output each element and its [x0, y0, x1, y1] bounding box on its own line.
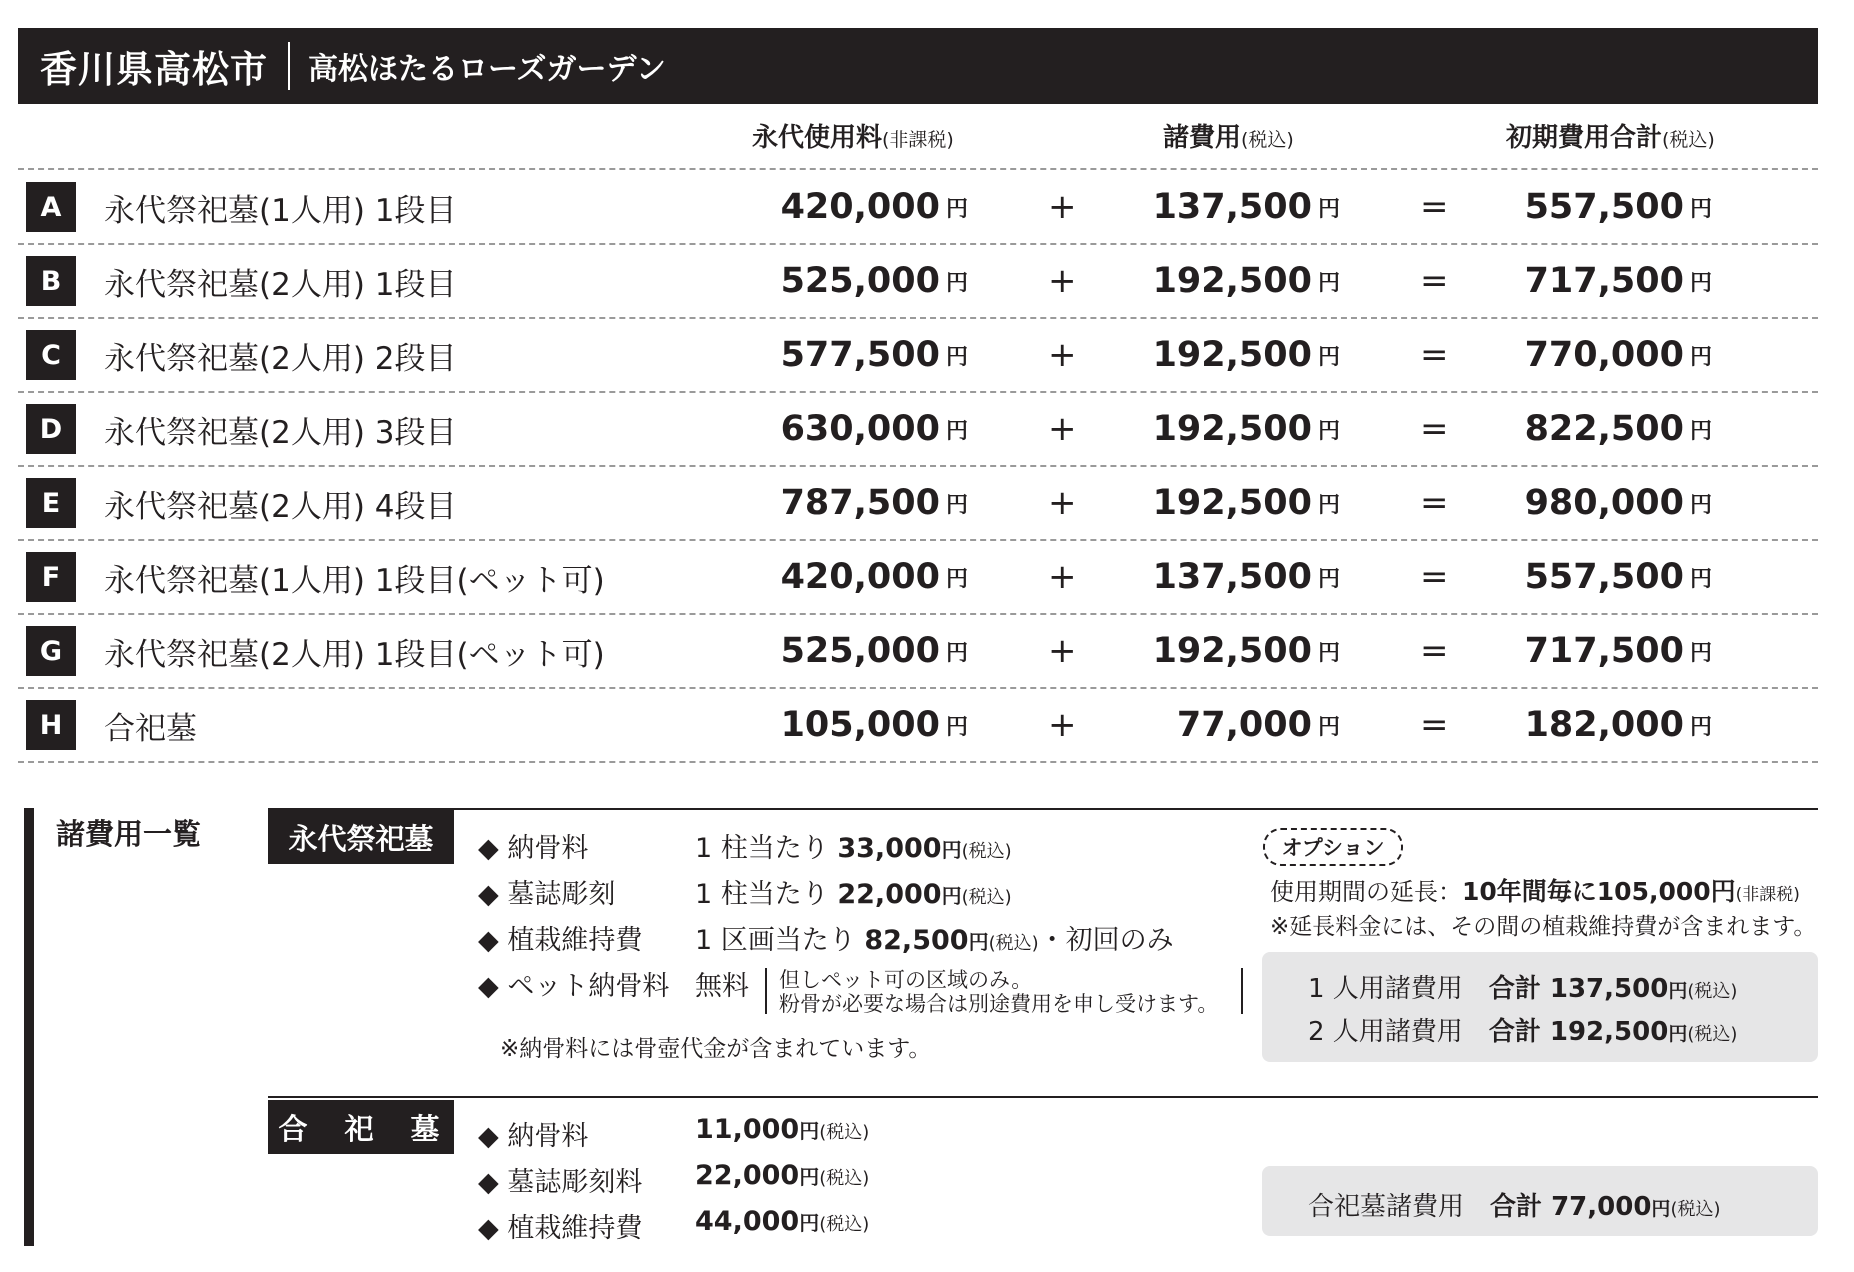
usage-value: 105,000: [780, 705, 940, 745]
equals-sign: =: [1420, 409, 1449, 449]
yen-unit: 円: [1689, 270, 1712, 296]
equals-sign: =: [1420, 705, 1449, 745]
fees-middle-rule: [268, 1096, 1818, 1098]
row-fees-amount: [1153, 466, 1340, 540]
option-text: 使用期間の延長：: [1270, 878, 1462, 906]
row-total-amount: [1525, 392, 1712, 466]
eidai-label: 永代祭祀墓: [268, 810, 454, 864]
row-name: 永代祭祀墓(2人用) 3段目: [104, 414, 457, 451]
item-tax: (税込): [819, 1168, 870, 1189]
row-fees-amount: [1153, 244, 1340, 318]
yen-unit: 円: [1689, 492, 1712, 518]
price-row: [18, 170, 1818, 244]
yen-unit: 円: [1689, 566, 1712, 592]
yen-unit: 円: [1317, 492, 1340, 518]
usage-value: 525,000: [780, 631, 940, 671]
price-row: [18, 466, 1818, 540]
item-value: 無料: [695, 971, 749, 1002]
plus-sign: +: [1048, 705, 1077, 745]
totals-amount: 合計 192,500: [1488, 1017, 1669, 1047]
row-letter-badge: B: [26, 256, 76, 306]
row-total-amount: [1525, 540, 1712, 614]
equals-sign: =: [1420, 261, 1449, 301]
row-total-amount: [1525, 318, 1712, 392]
column-total-note: (税込): [1662, 129, 1715, 151]
item-unit: 円: [799, 1119, 820, 1143]
header-divider: [288, 42, 290, 90]
yen-unit: 円: [1317, 270, 1340, 296]
option-tax: (非課税): [1735, 885, 1800, 905]
yen-unit: 円: [945, 344, 968, 370]
total-value: 557,500: [1524, 557, 1684, 597]
row-usage-amount: [781, 688, 968, 762]
option-note: ※延長料金には、その間の植栽維持費が含まれます。: [1270, 914, 1817, 940]
item-tax: (税込): [961, 887, 1012, 908]
row-total-amount: [1525, 688, 1712, 762]
total-value: 557,500: [1524, 187, 1684, 227]
equals-sign: =: [1420, 631, 1449, 671]
option-amount: 10年間毎に105,000円: [1462, 877, 1736, 906]
fees-value: 137,500: [1152, 187, 1312, 227]
yen-unit: 円: [1317, 344, 1340, 370]
option-tag: オプション: [1263, 828, 1403, 866]
row-total-amount: [1525, 244, 1712, 318]
fees-value: 192,500: [1152, 631, 1312, 671]
price-row: [18, 540, 1818, 614]
item-amount: 22,000: [837, 879, 942, 910]
row-fees-amount: [1177, 688, 1340, 762]
item-name: ◆ 納骨料: [478, 1121, 589, 1152]
usage-value: 630,000: [780, 409, 940, 449]
item-tax: (税込): [819, 1122, 870, 1143]
item-tax: (税込): [819, 1214, 870, 1235]
option-extension: [1270, 872, 1800, 908]
item-pre: 1 柱当たり: [695, 833, 829, 864]
item-unit: 円: [941, 838, 962, 862]
yen-unit: 円: [945, 492, 968, 518]
row-usage-amount: [781, 540, 968, 614]
item-pre: 1 区画当たり: [695, 925, 856, 956]
row-letter-badge: H: [26, 700, 76, 750]
plus-sign: +: [1048, 335, 1077, 375]
item-value: [695, 872, 1012, 911]
yen-unit: 円: [1689, 714, 1712, 740]
fees-value: 77,000: [1176, 705, 1312, 745]
equals-sign: =: [1420, 483, 1449, 523]
item-name: ◆ 墓誌彫刻: [478, 879, 616, 910]
item-name: ◆ ペット納骨料: [478, 971, 670, 1002]
item-unit: 円: [799, 1211, 820, 1235]
yen-unit: 円: [945, 714, 968, 740]
item-amount: 44,000: [695, 1206, 800, 1237]
plus-sign: +: [1048, 409, 1077, 449]
usage-value: 420,000: [780, 557, 940, 597]
row-divider: [18, 761, 1818, 763]
item-name: ◆ 植栽維持費: [478, 925, 643, 956]
column-fees-note: (税込): [1241, 129, 1294, 151]
plus-sign: +: [1048, 261, 1077, 301]
item-tax: (税込): [988, 933, 1039, 954]
item-unit: 円: [968, 930, 989, 954]
totals-amount: 合計 77,000: [1490, 1192, 1652, 1222]
item-value: [695, 1114, 869, 1145]
price-row: [18, 244, 1818, 318]
item-value: [695, 1206, 869, 1237]
price-row: [18, 318, 1818, 392]
item-value: [695, 918, 1174, 957]
row-usage-amount: [781, 392, 968, 466]
totals-1person: [1308, 968, 1737, 1005]
total-value: 822,500: [1524, 409, 1684, 449]
row-name: 永代祭祀墓(2人用) 4段目: [104, 488, 457, 525]
row-fees-amount: [1153, 614, 1340, 688]
row-letter-badge: D: [26, 404, 76, 454]
yen-unit: 円: [1689, 640, 1712, 666]
row-letter-badge: G: [26, 626, 76, 676]
yen-unit: 円: [945, 196, 968, 222]
row-letter-badge: E: [26, 478, 76, 528]
row-total-amount: [1525, 614, 1712, 688]
row-usage-amount: [781, 170, 968, 244]
column-total-label: 初期費用合計: [1506, 123, 1663, 153]
fees-value: 192,500: [1152, 335, 1312, 375]
item-amount: 82,500: [864, 925, 969, 956]
equals-sign: =: [1420, 335, 1449, 375]
fees-section-bar: [24, 808, 34, 1246]
plus-sign: +: [1048, 483, 1077, 523]
yen-unit: 円: [1317, 714, 1340, 740]
yen-unit: 円: [1689, 418, 1712, 444]
column-fees-label: 諸費用: [1163, 123, 1242, 153]
totals-label: 1 人用諸費用: [1308, 974, 1463, 1004]
totals-tax: (税込): [1687, 1024, 1738, 1045]
item-name: ◆ 植栽維持費: [478, 1213, 643, 1244]
item-amount: 22,000: [695, 1160, 800, 1191]
column-header-total: [1506, 117, 1715, 154]
row-name: 合祀墓: [104, 710, 197, 747]
totals-2person: [1308, 1011, 1737, 1048]
column-usage-label: 永代使用料: [752, 123, 883, 153]
totals-tax: (税込): [1670, 1199, 1721, 1220]
item-tax: (税込): [961, 841, 1012, 862]
item-amount: 11,000: [695, 1114, 800, 1145]
item-suffix: ・初回のみ: [1038, 925, 1174, 956]
pet-note-line: 粉骨が必要な場合は別途費用を申し受けます。: [779, 992, 1219, 1016]
yen-unit: 円: [945, 640, 968, 666]
city-name: 香川県高松市: [40, 47, 268, 91]
item-pre: 1 柱当たり: [695, 879, 829, 910]
eidai-footnote: ※納骨料には骨壺代金が含まれています。: [500, 1036, 932, 1062]
column-header-fees: [1163, 117, 1294, 154]
totals-unit: 円: [1668, 980, 1688, 1002]
row-usage-amount: [781, 244, 968, 318]
fees-top-rule: [268, 808, 1818, 810]
usage-value: 525,000: [780, 261, 940, 301]
totals-unit: 円: [1651, 1198, 1671, 1220]
item-value: [695, 1160, 869, 1191]
yen-unit: 円: [945, 270, 968, 296]
goushi-totals: [1308, 1186, 1720, 1223]
fees-value: 192,500: [1152, 483, 1312, 523]
fees-value: 137,500: [1152, 557, 1312, 597]
totals-label: 合祀墓諸費用: [1308, 1192, 1465, 1222]
row-fees-amount: [1153, 318, 1340, 392]
equals-sign: =: [1420, 557, 1449, 597]
plus-sign: +: [1048, 557, 1077, 597]
row-name: 永代祭祀墓(1人用) 1段目: [104, 192, 457, 229]
row-fees-amount: [1153, 170, 1340, 244]
yen-unit: 円: [1317, 566, 1340, 592]
column-usage-note: (非課税): [882, 129, 954, 151]
item-amount: 33,000: [837, 833, 942, 864]
yen-unit: 円: [945, 418, 968, 444]
row-total-amount: [1525, 466, 1712, 540]
price-row: [18, 614, 1818, 688]
usage-value: 577,500: [780, 335, 940, 375]
column-header-usage: [752, 117, 954, 154]
yen-unit: 円: [1689, 196, 1712, 222]
item-unit: 円: [799, 1165, 820, 1189]
totals-label: 2 人用諸費用: [1308, 1017, 1463, 1047]
row-name: 永代祭祀墓(2人用) 2段目: [104, 340, 457, 377]
pet-note-line: 但しペット可の区域のみ。: [779, 968, 1033, 992]
yen-unit: 円: [1689, 344, 1712, 370]
plus-sign: +: [1048, 631, 1077, 671]
total-value: 770,000: [1524, 335, 1684, 375]
fees-value: 192,500: [1152, 261, 1312, 301]
row-usage-amount: [781, 466, 968, 540]
row-usage-amount: [781, 614, 968, 688]
totals-tax: (税込): [1687, 981, 1738, 1002]
price-row: [18, 392, 1818, 466]
row-fees-amount: [1153, 540, 1340, 614]
pet-note-bracket: [765, 968, 1243, 1014]
total-value: 717,500: [1524, 261, 1684, 301]
goushi-label: 合 祀 墓: [268, 1100, 454, 1154]
total-value: 980,000: [1524, 483, 1684, 523]
row-total-amount: [1525, 170, 1712, 244]
item-name: ◆ 墓誌彫刻料: [478, 1167, 643, 1198]
equals-sign: =: [1420, 187, 1449, 227]
row-name: 永代祭祀墓(2人用) 1段目: [104, 266, 457, 303]
yen-unit: 円: [1317, 418, 1340, 444]
usage-value: 787,500: [780, 483, 940, 523]
fees-section-title: 諸費用一覧: [56, 817, 202, 851]
row-name: 永代祭祀墓(1人用) 1段目(ペット可): [104, 562, 605, 599]
usage-value: 420,000: [780, 187, 940, 227]
fees-value: 192,500: [1152, 409, 1312, 449]
plus-sign: +: [1048, 187, 1077, 227]
item-value: [695, 826, 1012, 865]
page-header: [18, 28, 1818, 104]
item-unit: 円: [941, 884, 962, 908]
row-usage-amount: [781, 318, 968, 392]
item-name: ◆ 納骨料: [478, 833, 589, 864]
totals-unit: 円: [1668, 1023, 1688, 1045]
row-letter-badge: C: [26, 330, 76, 380]
yen-unit: 円: [945, 566, 968, 592]
total-value: 182,000: [1524, 705, 1684, 745]
row-name: 永代祭祀墓(2人用) 1段目(ペット可): [104, 636, 605, 673]
yen-unit: 円: [1317, 196, 1340, 222]
row-letter-badge: F: [26, 552, 76, 602]
row-fees-amount: [1153, 392, 1340, 466]
totals-amount: 合計 137,500: [1488, 974, 1669, 1004]
yen-unit: 円: [1317, 640, 1340, 666]
row-letter-badge: A: [26, 182, 76, 232]
total-value: 717,500: [1524, 631, 1684, 671]
price-row: [18, 688, 1818, 762]
cemetery-name: 高松ほたるローズガーデン: [308, 52, 666, 87]
